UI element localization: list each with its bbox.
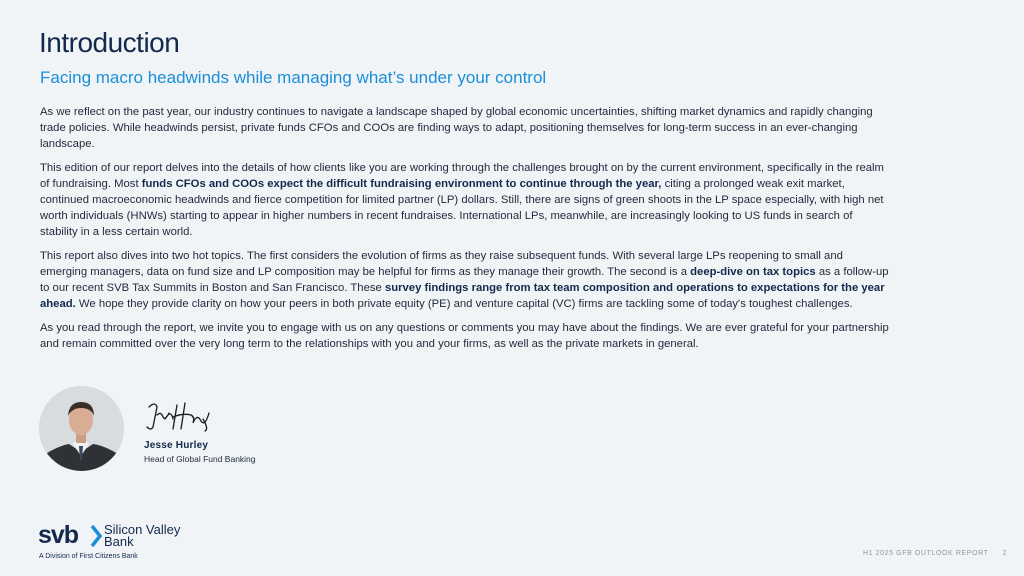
signature-image (143, 399, 215, 433)
paragraph-4-text: As you read through the report, we invite you to engage with us on any questions or comments you may have about the findings. We are ever grateful for your partnership and remain committed over the very long term to the relationships with you and your firms, as well as the private markets in general. (40, 322, 889, 350)
paragraph-4 (40, 320, 890, 352)
paragraph-2-text-a: This edition of our report delves into the details of how clients like you are working through the challenges brought on by the current environment, specifically in the realm of fundraising. Most (40, 162, 884, 190)
paragraph-3-text-e: We hope they provide clarity on how your peers in both private equity (PE) and venture capital (VC) firms are tackling some of today's toughest challenges. (75, 298, 853, 310)
footer-report: H1 2025 GFB OUTLOOK REPORT (862, 550, 989, 557)
author-portrait (39, 386, 124, 471)
paragraph-2 (40, 160, 890, 240)
logo-mark: svb (38, 521, 79, 549)
page-subtitle: Facing macro headwinds while managing what’s under your control (40, 68, 547, 87)
paragraph-3-highlight-1: deep-dive on tax topics (690, 266, 816, 278)
logo-name (104, 524, 180, 548)
portrait-image (39, 386, 124, 471)
footer (863, 550, 1007, 557)
paragraph-3-text-a: This report also dives into two hot topics. The first considers the evolution of firms as they raise subsequent funds. With several large LPs reopening to small and emerging managers, data on fund size and LP composition may be helpful for firms as they manage their growth. The second is a (40, 250, 843, 278)
paragraph-1-text: As we reflect on the past year, our industry continues to navigate a landscape shaped by global economic uncertainties, shifting market dynamics and rapidly changing trade policies. While headwinds persist, private funds CFOs and COOs are finding ways to adapt, positioning themselves for long-term success in an ever-changing landscape. (40, 106, 873, 150)
paragraph-3 (40, 248, 890, 312)
paragraph-2-highlight: funds CFOs and COOs expect the difficult fundraising environment to continue through the year, (141, 178, 662, 190)
logo-division: A Division of First Citizens Bank (39, 553, 138, 560)
paragraph-1 (40, 104, 890, 152)
signoff-role: Head of Global Fund Banking (144, 454, 256, 464)
page-title: Introduction (39, 27, 180, 58)
paragraph-3-highlight-2: survey findings range from tax team composition and operations to expectations for the year ahead. (40, 282, 885, 310)
signoff-name: Jesse Hurley (144, 440, 209, 451)
intro-body (40, 104, 890, 360)
paragraph-3-text-c: as a follow-up to our recent SVB Tax Summits in Boston and San Francisco. These (40, 266, 889, 294)
logo-name-line2: Bank (104, 534, 134, 549)
logo-name-line1: Silicon Valley (104, 522, 181, 537)
paragraph-2-text-c: citing a prolonged weak exit market, continued macroeconomic headwinds and fierce competition for limited partner (LP) dollars. Still, there are signs of green shoots in the LP space especially, with high net worth individuals (HNWs) starting to appear in higher numbers in recent fundraises. International LPs, meanwhile, are increasingly looking to US funds in search of stability in a less certain world. (40, 178, 884, 238)
page-number: 2 (1002, 550, 1007, 557)
